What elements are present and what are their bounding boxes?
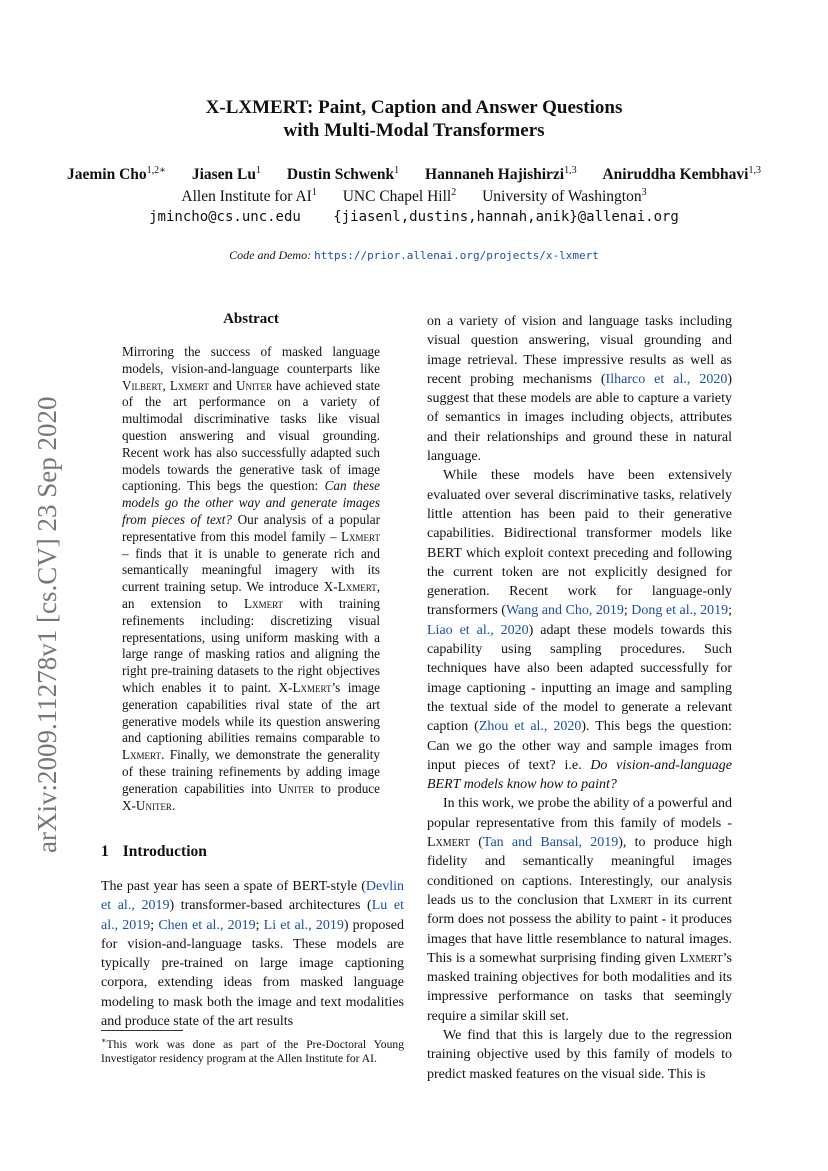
- author: [425, 166, 577, 183]
- body-text: The past year has seen a spate of BERT-style (: [101, 879, 366, 894]
- body-text: In this work, we probe the ability of a powerful and popular representative from this family of models -: [427, 796, 732, 831]
- italic-question: Do vision-and-language BERT models know how to paint?: [427, 757, 733, 793]
- author-list: [0, 165, 828, 185]
- body-text: ) adapt these models towards this capability using sampling procedures. Such techniques have also been adapted successfully for image captioning - inputting an image and sampling the textual side of the model to generate a relevant caption (: [427, 622, 732, 735]
- author: [192, 166, 261, 183]
- citation-link[interactable]: Li et al., 2019: [263, 917, 344, 933]
- citation-link[interactable]: Chen et al., 2019: [158, 917, 256, 933]
- author-name: Dustin Schwenk: [286, 166, 395, 183]
- abstract-heading: Abstract: [223, 311, 279, 327]
- arxiv-stamp: arXiv:2009.11278v1 [cs.CV] 23 Sep 2020: [32, 396, 62, 853]
- project-link[interactable]: https://prior.allenai.org/projects/x-lxmert: [314, 249, 599, 262]
- model-name: Uniter: [235, 377, 272, 393]
- citation-link[interactable]: Wang and Cho, 2019: [505, 603, 624, 619]
- body-text: We find that this is largely due to the regression training objective used by this family of models to predict masked features on the visual side. This is: [427, 1027, 732, 1082]
- code-demo-label: Code and Demo:: [229, 248, 312, 262]
- author-name: Aniruddha Kembhavi: [602, 166, 749, 183]
- footnote-text: This work was done as part of the Pre-Doctoral Young Investigator residency program at the Allen Institute for AI.: [101, 1037, 404, 1065]
- model-name: Lxmert: [609, 892, 653, 908]
- model-name: Uniter: [278, 780, 315, 796]
- affiliation-sup: 1: [311, 187, 317, 198]
- paper-title: [0, 96, 828, 142]
- body-text: ) transformer-based architectures (: [169, 898, 372, 914]
- abstract-text: Mirroring the success of masked language models, vision-and-language counterparts like: [122, 344, 380, 376]
- model-name: Lxmert: [292, 679, 332, 695]
- citation-link[interactable]: Liao et al., 2020: [427, 622, 529, 638]
- body-text: ;: [150, 917, 159, 933]
- author: [67, 166, 166, 183]
- model-name: Lxmert: [122, 747, 162, 763]
- body-text: ) proposed for vision-and-language tasks. These models are typically pre-trained on large image captioning corpora, extending ideas from masked language modeling to mask both the image and text modalities and produce state of the art results: [101, 917, 404, 1030]
- abstract-text: , an extension to: [122, 579, 380, 611]
- footnote-mark: ∗: [101, 1036, 107, 1045]
- abstract-question: Can these models go the other way and generate images from pieces of text?: [122, 478, 380, 527]
- author-sup: 1,3: [748, 165, 761, 176]
- body-text: ’s masked training objectives for both modalities and its impressive performance on tasks that seemingly require a similar skill set.: [427, 950, 732, 1024]
- affiliation: [482, 188, 646, 205]
- email-list: [0, 207, 828, 227]
- model-name: Uniter: [135, 797, 172, 813]
- body-text: ;: [623, 603, 632, 619]
- abstract-text: .: [171, 797, 176, 813]
- affiliation-name: Allen Institute for AI: [181, 188, 312, 205]
- citation-link[interactable]: Ilharco et al., 2020: [605, 371, 728, 387]
- affiliation-list: [0, 187, 828, 207]
- body-text: ;: [728, 603, 732, 619]
- affiliation-sup: 3: [641, 187, 647, 198]
- model-name: Lxmert: [679, 950, 723, 966]
- model-name: Lxmert: [340, 528, 380, 544]
- body-text: While these models have been extensively evaluated over several discriminative tasks, relatively little attention has been paid to their generative capabilities. Bidirectional transformer models like BERT which exploit context preceding and following the current token are not explicitly designed for generation. Recent work for language-only transformers (: [427, 468, 732, 619]
- citation-link[interactable]: Devlin et al., 2019: [101, 879, 404, 914]
- section-title: Introduction: [122, 843, 207, 860]
- author-name: Jaemin Cho: [66, 166, 147, 183]
- abstract-text: ’s image generation capabilities rival state of the art generative models while its question answering and captioning abilities remains comparable to: [122, 679, 380, 746]
- abstract-text: ,: [162, 377, 170, 393]
- model-name: Lxmert: [427, 835, 470, 851]
- affiliation-name: University of Washington: [482, 188, 642, 205]
- author-sup: 1,2∗: [146, 165, 166, 176]
- author-sup: 1: [256, 165, 262, 176]
- author: [287, 166, 399, 183]
- abstract-text: – finds that it is unable to generate rich and semantically meaningful imagery with its current training setup. We introduce X-: [122, 545, 380, 595]
- author-name: Hannaneh Hajishirzi: [425, 166, 565, 183]
- author: [602, 166, 761, 183]
- author-name: Jiasen Lu: [191, 166, 257, 183]
- body-text: ;: [255, 917, 264, 933]
- paragraph: [427, 312, 732, 466]
- abstract-text: with training refinements including: discretizing visual representations, using uniform masking with a large range of masking ratios and aligning the right pre-training datasets to the right objectives which enables it to paint. X-: [122, 595, 381, 695]
- abstract-text: Our analysis of a popular representative from this model family –: [122, 511, 380, 544]
- paragraph: [427, 794, 732, 1026]
- title-line-1: X-LXMERT: Paint, Caption and Answer Questions: [205, 97, 623, 118]
- citation-link[interactable]: Zhou et al., 2020: [478, 719, 582, 735]
- body-text: on a variety of vision and language tasks including visual question answering, visual grounding and image retrieval. These impressive results as well as recent probing mechanisms (: [427, 314, 732, 387]
- footnote-rule: [101, 1030, 183, 1031]
- section-number: 1: [101, 843, 109, 860]
- intro-paragraph: [101, 877, 404, 1031]
- citation-link[interactable]: Dong et al., 2019: [631, 603, 729, 619]
- model-name: Lxmert: [244, 595, 284, 611]
- model-name: Lxmert: [169, 377, 209, 393]
- body-text: ). This begs the question: Can we go the other way and sample images from input pieces of text? i.e.: [427, 719, 732, 773]
- title-line-2: with Multi-Modal Transformers: [283, 120, 545, 141]
- email[interactable]: jmincho@cs.unc.edu: [149, 209, 301, 225]
- email[interactable]: {jiasenl,dustins,hannah,anik}@allenai.org: [333, 209, 679, 225]
- footnote: [101, 1034, 404, 1066]
- code-demo-line: [0, 247, 828, 264]
- abstract-text: have achieved state of the art performance on a variety of multimodal discriminative tasks like visual question answering and visual grounding. Recent work has also successfully adapted such models towards the generative task of image captioning. This begs the question:: [122, 377, 381, 494]
- abstract-text: . Finally, we demonstrate the generality of these training refinements by adding image generation capabilities into: [122, 747, 380, 796]
- model-name: Vilbert: [122, 377, 163, 393]
- affiliation-sup: 2: [451, 187, 457, 198]
- paragraph: [427, 1026, 732, 1084]
- paragraph: [427, 466, 732, 794]
- body-text: in its current form does not possess the ability to paint - it produces images that have little resemblance to natural images. This is a somewhat surprising finding given: [427, 892, 733, 966]
- body-text: (: [469, 835, 483, 851]
- citation-link[interactable]: Lu et al., 2019: [101, 898, 404, 933]
- body-text: ) suggest that these models are able to capture a variety of semantics in images including objects, attributes and their relationships and ground these in natural language.: [427, 371, 732, 465]
- abstract-text: to produce X-: [122, 780, 380, 813]
- right-column: [427, 312, 732, 1084]
- author-sup: 1,3: [564, 165, 577, 176]
- model-name: Lxmert: [337, 579, 377, 595]
- citation-link[interactable]: Tan and Bansal, 2019: [482, 835, 619, 851]
- affiliation: [343, 188, 457, 205]
- section-heading-introduction: [101, 843, 207, 861]
- body-text: ), to produce high fidelity and semantically meaningful images conditioned on captions. Interestingly, our analysis leads us to the conclusion that: [427, 835, 733, 908]
- abstract-text: and: [208, 377, 236, 393]
- affiliation: [181, 188, 316, 205]
- affiliation-name: UNC Chapel Hill: [342, 188, 452, 205]
- abstract-body: [122, 344, 380, 814]
- author-sup: 1: [394, 165, 400, 176]
